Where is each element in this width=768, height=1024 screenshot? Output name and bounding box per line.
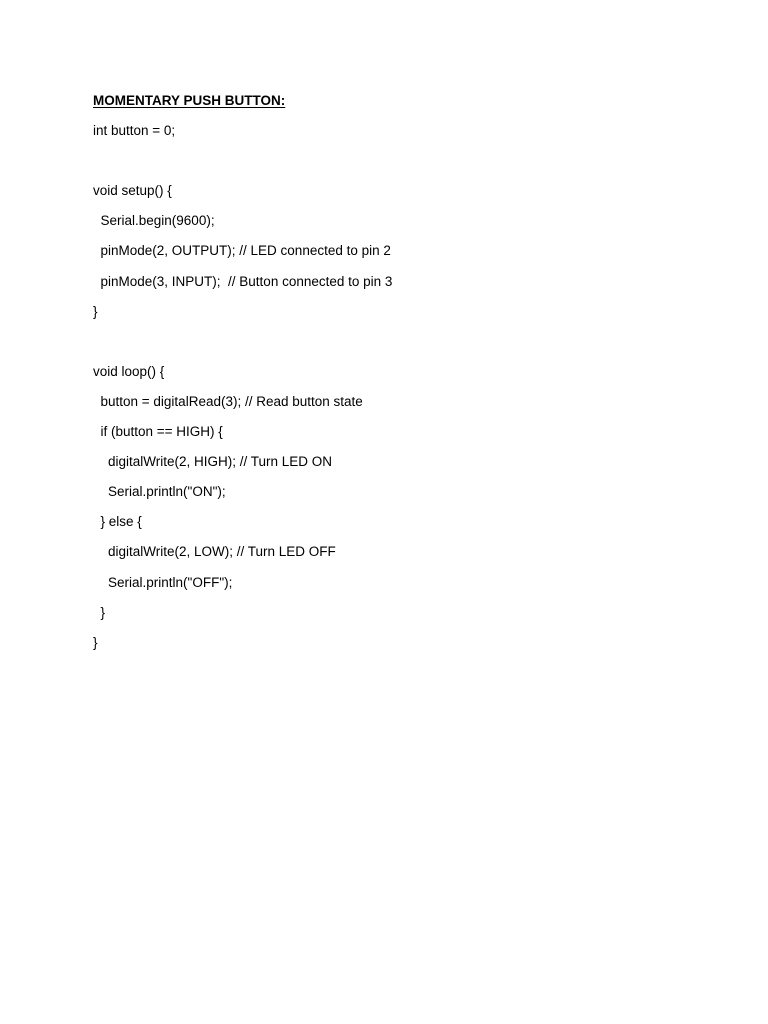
code-line: int button = 0; xyxy=(93,123,176,139)
document-content xyxy=(93,86,693,658)
code-line: } xyxy=(93,303,98,319)
code-line xyxy=(93,146,693,176)
code-line: } else { xyxy=(93,514,142,530)
code-line: Serial.begin(9600); xyxy=(93,213,215,229)
code-line: } xyxy=(93,634,98,650)
code-line: Serial.println("OFF"); xyxy=(93,574,233,590)
code-line: pinMode(3, INPUT); // Button connected to pin 3 xyxy=(93,273,393,289)
code-line: } xyxy=(93,604,106,620)
code-line: if (button == HIGH) { xyxy=(93,424,223,440)
code-line: void setup() { xyxy=(93,183,172,199)
code-line: void loop() { xyxy=(93,363,165,379)
code-line: button = digitalRead(3); // Read button state xyxy=(93,393,363,409)
code-line: Serial.println("ON"); xyxy=(93,484,226,500)
code-line: digitalWrite(2, LOW); // Turn LED OFF xyxy=(93,544,336,560)
document-title: MOMENTARY PUSH BUTTON: xyxy=(93,93,286,108)
code-line xyxy=(93,327,693,357)
code-line: digitalWrite(2, HIGH); // Turn LED ON xyxy=(93,454,333,470)
code-line: pinMode(2, OUTPUT); // LED connected to pin 2 xyxy=(93,243,391,259)
